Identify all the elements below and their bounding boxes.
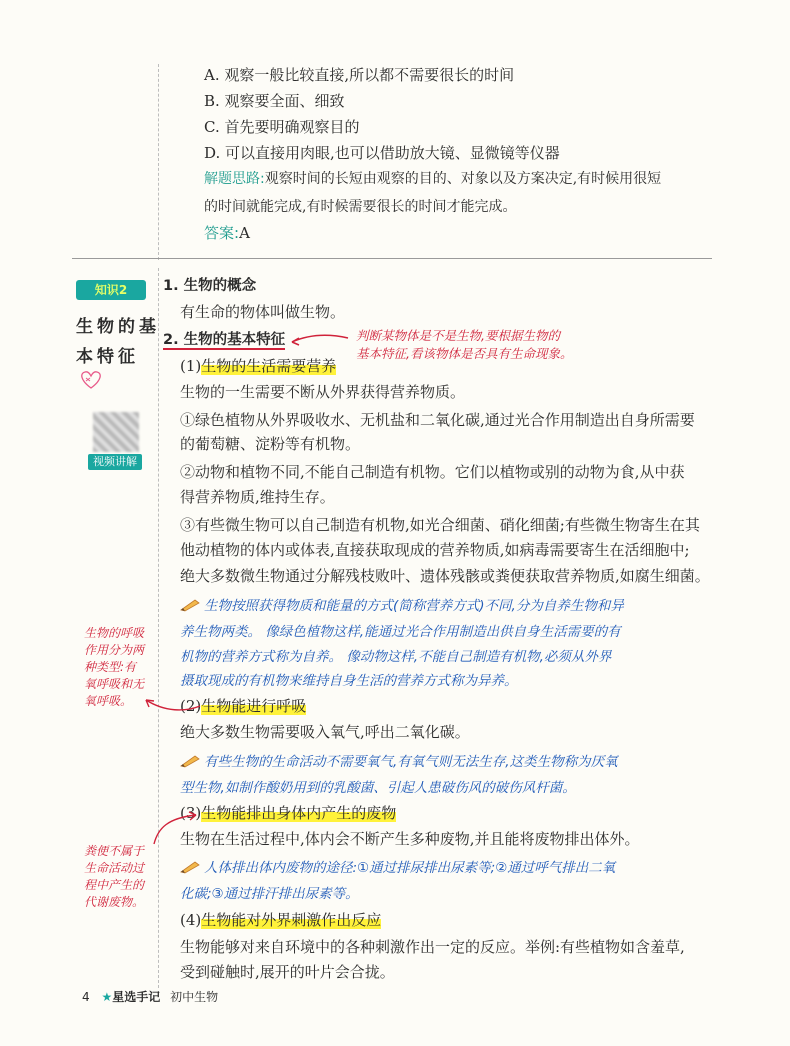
s4-text-line1: 生物能够对来自环境中的各种刺激作出一定的反应。举例:有些植物如含羞草, (180, 938, 685, 956)
margin-note-respiration-5: 氧呼吸。 (84, 694, 133, 708)
option-b: B. 观察要全面、细致 (204, 92, 345, 110)
highlight-4: 生物能对外界刺激作出反应 (201, 911, 382, 929)
margin-note-respiration-3: 种类型:有 (84, 660, 137, 674)
arrow-icon (150, 810, 202, 846)
margin-divider-lower (158, 268, 159, 988)
answer-label: 答案: (204, 224, 240, 242)
margin-divider (158, 64, 159, 260)
section-title-line2: 本特征 (76, 347, 139, 367)
margin-note-waste-3: 程中产生的 (84, 878, 145, 892)
footer (82, 988, 218, 1005)
s1-item3-line1: ③有些微生物可以自己制造有机物,如光合细菌、硝化细菌;有些微生物寄生在其 (180, 516, 700, 534)
arrow-icon (290, 330, 354, 352)
highlight-1: 生物的生活需要营养 (201, 357, 337, 375)
video-lecture-button[interactable]: 视频讲解 (88, 454, 142, 470)
subheading-1: (1)生物的生活需要营养 (180, 357, 337, 375)
answer (204, 222, 250, 243)
margin-note-waste-2: 生命活动过 (84, 861, 145, 875)
answer-value: A (239, 224, 250, 242)
s2-text: 绝大多数生物需要吸入氧气,呼出二氧化碳。 (180, 723, 470, 741)
arrow-icon (140, 694, 204, 716)
s1-note-line1: 生物按照获得物质和能量的方式(简称营养方式)不同,分为自养生物和异 (180, 594, 624, 614)
option-c: C. 首先要明确观察目的 (204, 118, 360, 136)
s1-note-line4: 摄取现成的有机物来维持自身生活的营养方式称为异养。 (180, 673, 518, 689)
subject-name: 初中生物 (170, 990, 219, 1004)
pencil-icon (180, 860, 200, 874)
section-title-line1: 生物的基 (76, 317, 160, 337)
margin-note-waste-1: 粪便不属于 (84, 844, 145, 858)
heading-concept: 1. 生物的概念 (163, 278, 257, 294)
s1-item3-line3: 绝大多数微生物通过分解残枝败叶、遗体残骸或粪便获取营养物质,如腐生细菌。 (180, 567, 710, 585)
analysis-text-2: 的时间就能完成,有时候需要很长的时间才能完成。 (204, 199, 517, 215)
s3-text: 生物在生活过程中,体内会不断产生多种废物,并且能将废物排出体外。 (180, 830, 640, 848)
highlight-2: 生物能进行呼吸 (201, 697, 307, 715)
s1-item1-line2: 的葡萄糖、淀粉等有机物。 (180, 435, 361, 453)
margin-note-respiration-4: 氧呼吸和无 (84, 677, 145, 691)
brand-name: 星选手记 (112, 990, 161, 1004)
analysis-label: 解题思路: (204, 171, 265, 187)
s1-item2-line2: 得营养物质,维持生存。 (180, 488, 335, 506)
s1-text: 生物的一生需要不断从外界获得营养物质。 (180, 383, 466, 401)
margin-note-respiration-1: 生物的呼吸 (84, 626, 145, 640)
note-top-line2: 基本特征,看该物体是否具有生命现象。 (356, 346, 573, 361)
s1-item2-line1: ②动物和植物不同,不能自己制造有机物。它们以植物或别的动物为食,从中获 (180, 463, 685, 481)
knowledge-tag: 知识2 (76, 280, 146, 300)
star-icon: ★ (101, 990, 113, 1004)
margin-note-respiration-2: 作用分为两 (84, 643, 145, 657)
subheading-3: (3)生物能排出身体内产生的废物 (180, 804, 397, 822)
page-number: 4 (82, 990, 90, 1004)
section-divider (72, 258, 712, 259)
s3-note-line1: 人体排出体内废物的途径:①通过排尿排出尿素等;②通过呼气排出二氧 (180, 856, 615, 876)
s2-note-line1: 有些生物的生命活动不需要氧气,有氧气则无法生存,这类生物称为厌氧 (180, 750, 618, 770)
option-a: A. 观察一般比较直接,所以都不需要很长的时间 (204, 66, 515, 84)
subheading-4: (4)生物能对外界刺激作出反应 (180, 911, 382, 929)
pencil-icon (180, 754, 200, 768)
s2-note-line2: 型生物,如制作酸奶用到的乳酸菌、引起人患破伤风的破伤风杆菌。 (180, 780, 576, 796)
note-top-line1: 判断某物体是不是生物,要根据生物的 (356, 328, 560, 343)
s4-text-line2: 受到碰触时,展开的叶片会合拢。 (180, 963, 395, 981)
s1-note-line3: 机物的营养方式称为自养。 像动物这样,不能自己制造有机物,必须从外界 (180, 649, 612, 665)
subheading-2: (2)生物能进行呼吸 (180, 697, 307, 715)
analysis-text-1: 观察时间的长短由观察的目的、对象以及方案决定,有时候用很短 (264, 171, 662, 187)
s3-note-line2: 化碳;③通过排汗排出尿素等。 (180, 886, 359, 902)
s1-item1-line1: ①绿色植物从外界吸收水、无机盐和二氧化碳,通过光合作用制造出自身所需要 (180, 411, 695, 429)
s1-note-line2: 养生物两类。 像绿色植物这样,能通过光合作用制造出供自身生活需要的有 (180, 624, 621, 640)
highlight-3: 生物能排出身体内产生的废物 (201, 804, 397, 822)
option-d: D. 可以直接用肉眼,也可以借助放大镜、显微镜等仪器 (204, 144, 560, 162)
s1-item3-line2: 他动植物的体内或体表,直接获取现成的营养物质,如病毒需要寄生在活细胞中; (180, 541, 690, 559)
heart-doodle-icon (78, 370, 104, 390)
heading-features: 2. 生物的基本特征 (163, 332, 286, 348)
margin-note-waste-4: 代谢废物。 (84, 895, 145, 909)
pencil-icon (180, 598, 200, 612)
concept-text: 有生命的物体叫做生物。 (180, 303, 346, 321)
qr-code-icon[interactable] (93, 412, 139, 452)
analysis (204, 168, 661, 188)
